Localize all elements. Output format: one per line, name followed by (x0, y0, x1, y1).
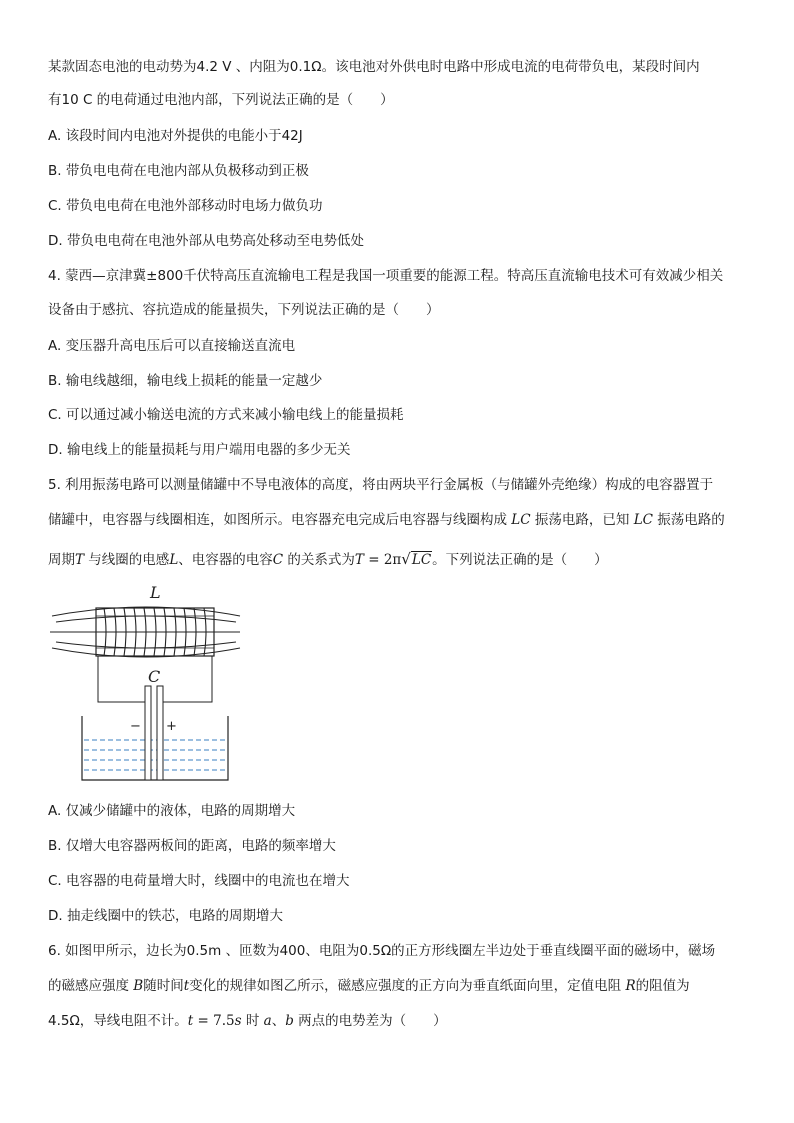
sqrt-sign: √ (401, 550, 411, 568)
q6-text: = 7.5 (193, 1013, 235, 1029)
q5-text: 储罐中，电容器与线圈相连，如图所示。电容器充电完成后电容器与线圈构成 (48, 512, 512, 528)
formula-radicand: LC (411, 552, 432, 568)
q4-option-c: C. 可以通过减小输送电流的方式来减小输电线上的能量损耗 (48, 407, 404, 423)
plus-sign: + (166, 719, 177, 734)
q3-option-a: A. 该段时间内电池对外提供的电能小于42J (48, 128, 303, 144)
q5-text: 与线圈的电感 (84, 552, 170, 568)
q6-text: 时 (241, 1013, 264, 1029)
q6-stem-line-3 (48, 1011, 760, 1031)
q4-option-d: D. 输电线上的能量损耗与用户端用电器的多少无关 (48, 442, 351, 458)
q6-text: 、 (271, 1013, 286, 1029)
q6-var-t: t (183, 978, 190, 994)
q5-text: 振荡电路，已知 (530, 512, 634, 528)
q5-text: 的关系式为 (283, 552, 355, 568)
q6-text: 两点的电势差为（ ） (293, 1013, 447, 1029)
q5-var-lc: LC (511, 512, 531, 528)
q6-unit-s: s (234, 1013, 242, 1029)
q6-text: 的磁感应强度 (48, 978, 134, 994)
q4-stem-line-2: 设备由于感抗、容抗造成的能量损失，下列说法正确的是（ ） (48, 302, 440, 318)
liquid-lines (84, 740, 226, 770)
q5-option-b: B. 仅增大电容器两板间的距离，电路的频率增大 (48, 838, 336, 854)
q4-option-b: B. 输电线越细，输电线上损耗的能量一定越少 (48, 373, 323, 389)
q3-option-b: B. 带负电电荷在电池内部从负极移动到正极 (48, 163, 309, 179)
q6-var-r: R (625, 978, 636, 994)
q5-stem-line-3 (48, 549, 760, 570)
q5-text: 、电容器的电容 (178, 552, 273, 568)
q5-option-c: C. 电容器的电荷量增大时，线圈中的电流也在增大 (48, 873, 350, 889)
q5-var-t: T (75, 552, 85, 568)
capacitor-plate-negative (145, 686, 151, 780)
formula-t: T (354, 552, 364, 568)
q3-stem-line-2: 有10 C 的电荷通过电池内部，下列说法正确的是（ ） (48, 92, 394, 108)
q6-stem-line-1: 6. 如图甲所示，边长为0.5m 、匝数为400、电阻为0.5Ω的正方形线圈左半边处于垂直线圈平面的磁场中，磁场 (48, 943, 716, 959)
q5-stem-line-2 (48, 510, 760, 530)
capacitor-label: C (148, 667, 161, 686)
q5-var-lc: LC (633, 512, 653, 528)
minus-sign: − (130, 719, 141, 734)
q6-text: 的阻值为 (635, 978, 690, 994)
coil-label: L (150, 583, 161, 602)
q6-var-b: B (133, 978, 144, 994)
q3-option-d: D. 带负电电荷在电池外部从电势高处移动至电势低处 (48, 233, 364, 249)
q6-var-b-point: b (285, 1013, 294, 1029)
q5-text: 。下列说法正确的是（ ） (432, 552, 608, 568)
q5-option-a: A. 仅减少储罐中的液体，电路的周期增大 (48, 803, 296, 819)
q6-var-a: a (263, 1013, 272, 1029)
capacitor-plate-positive (157, 686, 163, 780)
q6-text: 随时间 (143, 978, 184, 994)
q5-var-l: L (169, 552, 179, 568)
q5-stem-line-1: 5. 利用振荡电路可以测量储罐中不导电液体的高度，将由两块平行金属板（与储罐外壳绝缘）构成的电容器置于 (48, 477, 714, 493)
q4-option-a: A. 变压器升高电压后可以直接输送直流电 (48, 338, 296, 354)
lc-circuit-figure (46, 580, 246, 790)
q6-text: 变化的规律如图乙所示，磁感应强度的正方向为垂直纸面向里，定值电阻 (189, 978, 626, 994)
q6-stem-line-2 (48, 976, 760, 996)
q5-var-c: C (272, 552, 284, 568)
q4-stem-line-1: 4. 蒙西—京津冀±800千伏特高压直流输电工程是我国一项重要的能源工程。特高压直流输电技术可有效减少相关 (48, 268, 724, 284)
q5-option-d: D. 抽走线圈中的铁芯，电路的周期增大 (48, 908, 283, 924)
q5-text: 振荡电路的 (652, 512, 725, 528)
q3-stem-line-1: 某款固态电池的电动势为4.2 V 、内阻为0.1Ω。该电池对外供电时电路中形成电流的电荷带负电，某段时间内 (48, 59, 700, 75)
q3-option-c: C. 带负电电荷在电池外部移动时电场力做负功 (48, 198, 323, 214)
q5-formula (355, 552, 432, 568)
q5-text: 周期 (48, 552, 75, 568)
formula-eq: = 2π (363, 552, 402, 568)
q6-text: 4.5Ω，导线电阻不计。 (48, 1013, 188, 1029)
q6-var-t: t (187, 1013, 194, 1029)
